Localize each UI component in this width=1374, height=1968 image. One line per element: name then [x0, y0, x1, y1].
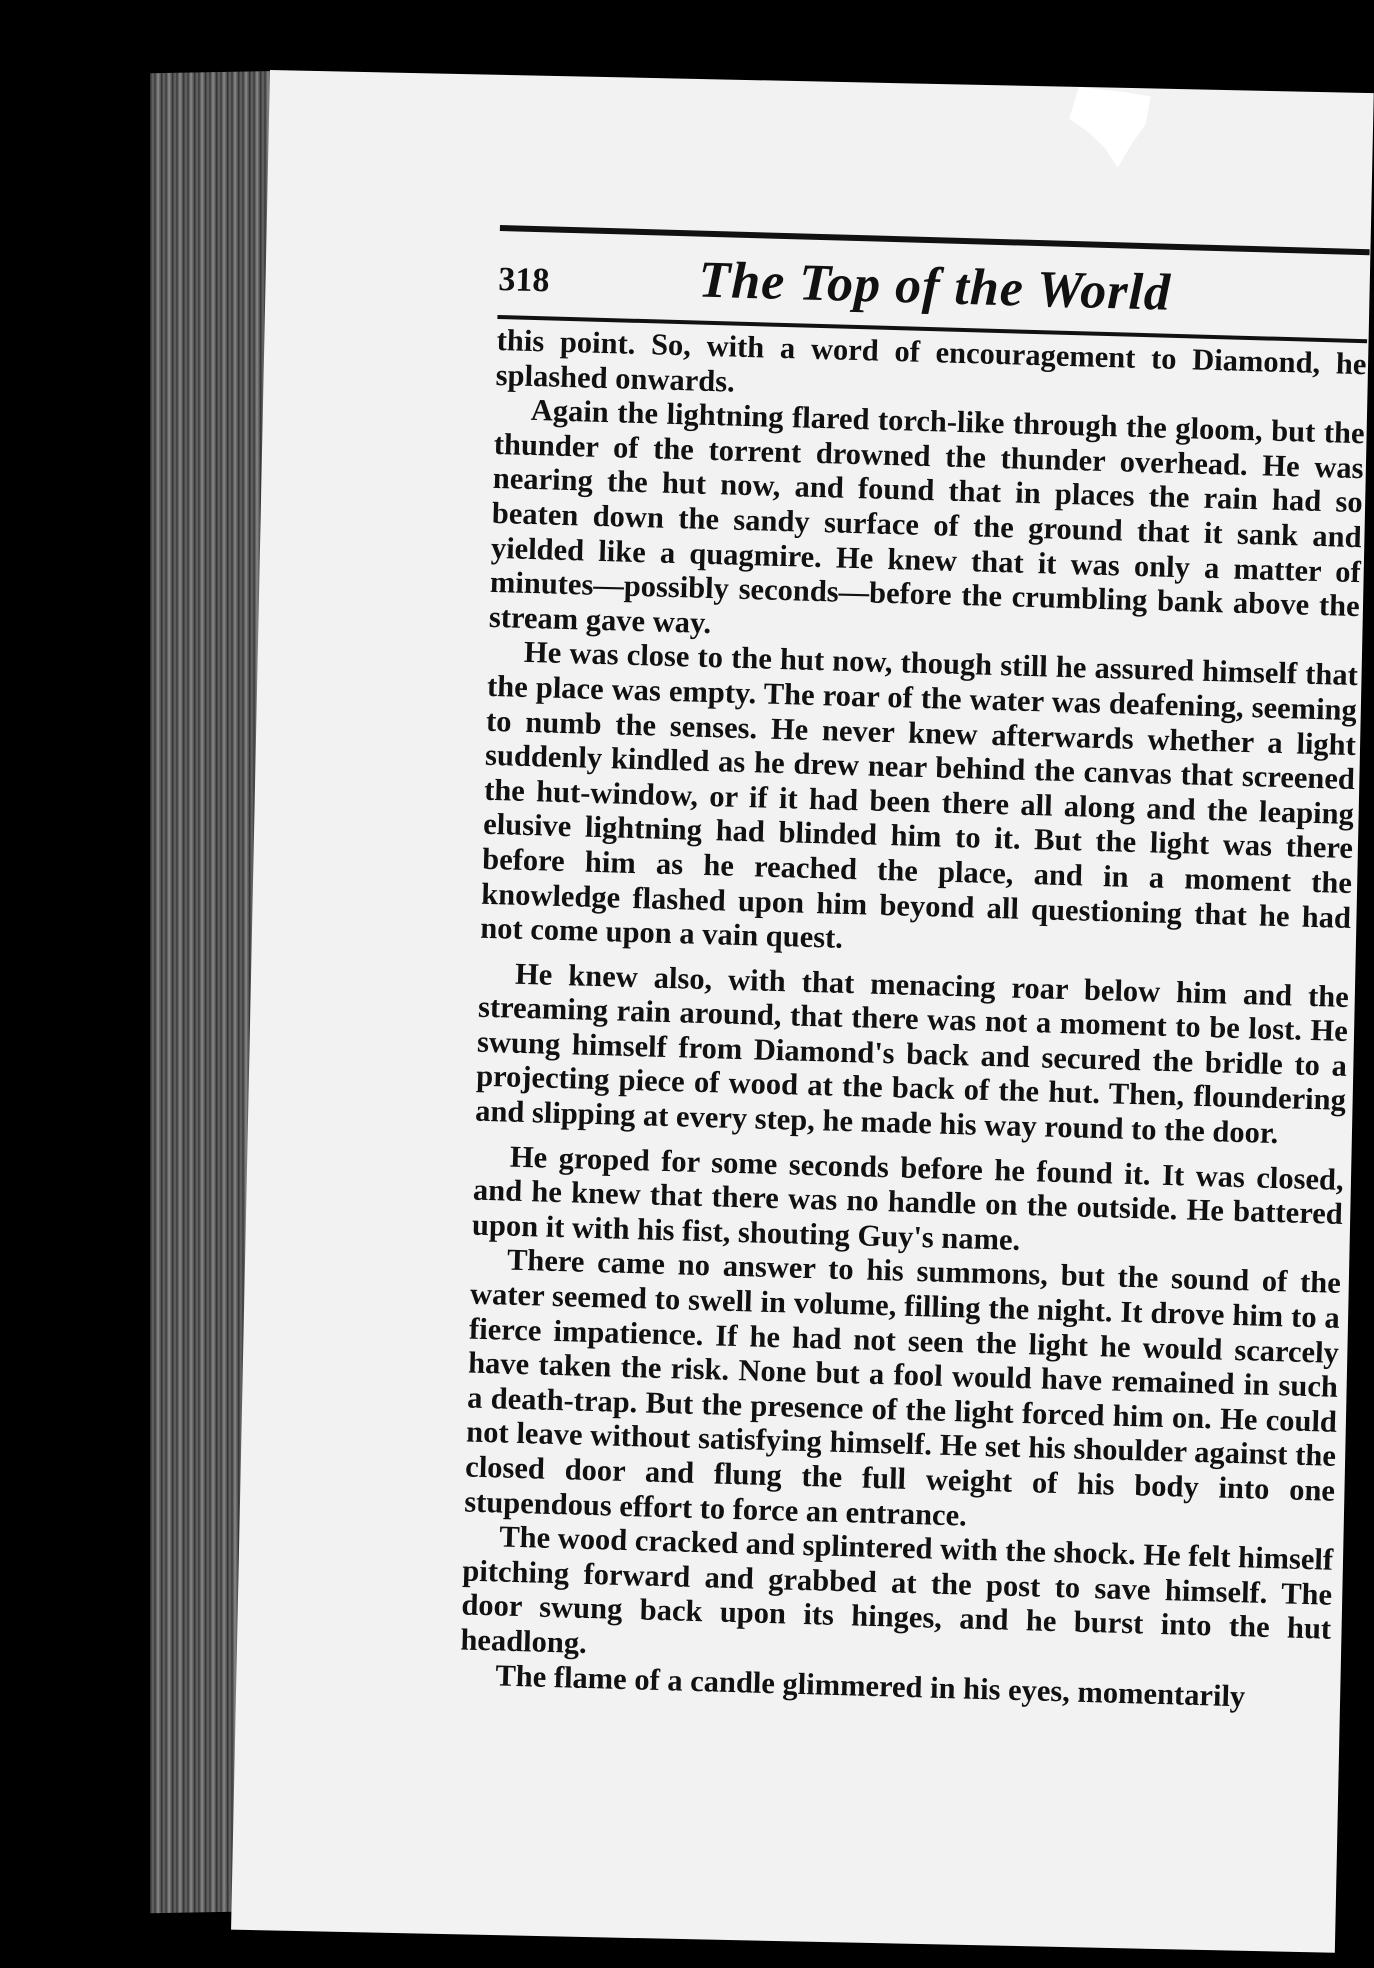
- running-title: The Top of the World: [697, 251, 1172, 322]
- paragraph: He knew also, with that menacing roar below him and the streaming rain around, that there was not a moment to be lost. He swung himself from Diamond's back and secured the bridle to a projecting piece of wood at the back of the hut. Then, floundering and slipping at every step, he made his way round to the door.: [474, 956, 1350, 1151]
- scan-blot: [1068, 87, 1160, 169]
- paragraph: The wood cracked and splintered with the shock. He felt himself pitching forward and grabbed at the post to save himself. The door swung back upon its hinges, and he burst into the hut headlong.: [460, 1519, 1334, 1660]
- paragraph: He was close to the hut now, though still he assured himself that the place was empty. The roar of the water was deafening, seeming to numb the senses. He never knew afterwards whether a light suddenly kindled as he drew near behind the canvas that screened the hut-window, or if it had been there all along and the leaping elusive lightning had blinded him to it. But the light was there before him as he reached the place, and in a moment the knowledge flashed upon him beyond all questioning that he had not come upon a vain quest.: [479, 635, 1359, 955]
- paragraph: Again the lightning flared torch-like through the gloom, but the thunder of the torrent drowned the thunder overhead. He was nearing the hut now, and found that in places the rain had so beaten down the sandy surface of the ground that it sank and yielded like a quagmire. He knew that it was only a matter of minutes—possibly seconds—before the crumbling bank above the stream gave way.: [488, 393, 1365, 640]
- paragraph: this point. So, with a word of encouragement to Diamond, he splashed onwards.: [495, 322, 1367, 399]
- paragraph: There came no answer to his summons, but the sound of the water seemed to swell in volume, filling the night. It drove him to a fierce impatience. If he had not seen the light he would scarcely have taken the risk. None but a fool would have remained in such a death-trap. But the presence of the light forced him on. He could not leave without satisfying himself. He set his shoulder against the closed door and flung the full weight of his body into one stupendous effort to force an entrance.: [463, 1243, 1342, 1533]
- paragraph: The flame of a candle glimmered in his eyes, momentarily: [495, 1658, 1246, 1713]
- paragraph: He groped for some seconds before he found it. It was closed, and he knew that there was no handle on the outside. He battered upon it with his fist, shouting Guy's name.: [471, 1139, 1345, 1257]
- body-text: [459, 323, 1367, 1716]
- page-number: 318: [497, 260, 550, 300]
- page-content: [459, 225, 1370, 1716]
